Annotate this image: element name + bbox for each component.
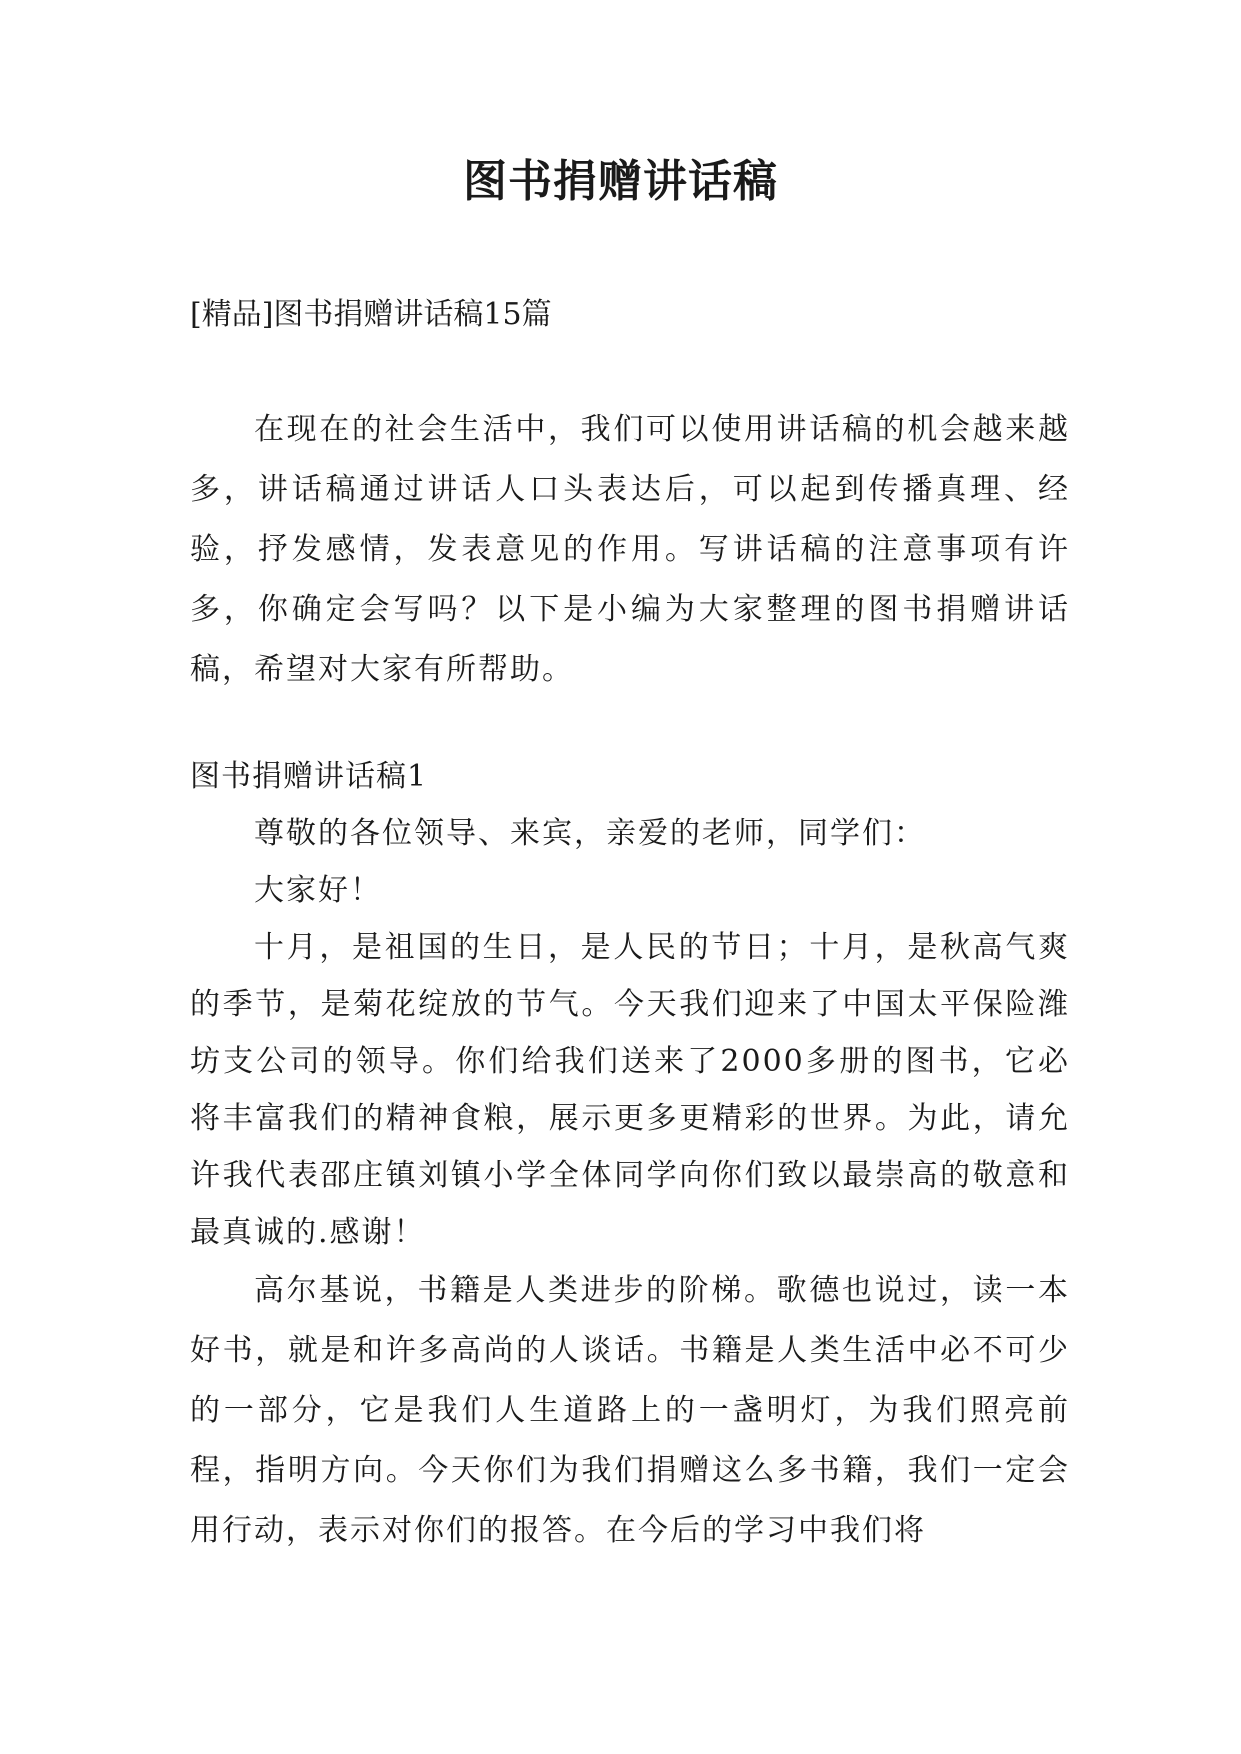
section-heading: 图书捐赠讲话稿1 xyxy=(190,759,428,794)
document-title: 图书捐赠讲话稿 xyxy=(463,156,778,207)
greeting-paragraph: 尊敬的各位领导、来宾，亲爱的老师，同学们： xyxy=(254,816,926,851)
document-subtitle: [精品]图书捐赠讲话稿15篇 xyxy=(190,297,552,332)
body-paragraph: 高尔基说，书籍是人类进步的阶梯。歌德也说过，读一本好书，就是和许多高尚的人谈话。书籍是人类生活中必不可少的一部分，它是我们人生道路上的一盏明灯，为我们照亮前程，指明方向。今天你们为我们捐赠这么多书籍，我们一定会用行动，表示对你们的报答。在今后的学习中我们将 xyxy=(190,1273,1070,1548)
salutation-paragraph: 大家好！ xyxy=(254,873,382,908)
document-body xyxy=(190,400,1070,1561)
intro-paragraph: 在现在的社会生活中，我们可以使用讲话稿的机会越来越多，讲话稿通过讲话人口头表达后，可以起到传播真理、经验，抒发感情，发表意见的作用。写讲话稿的注意事项有许多，你确定会写吗？以下是小编为大家整理的图书捐赠讲话稿，希望对大家有所帮助。 xyxy=(190,412,1070,687)
body-paragraph: 十月，是祖国的生日，是人民的节日；十月，是秋高气爽的季节，是菊花绽放的节气。今天我们迎来了中国太平保险潍坊支公司的领导。你们给我们送来了2000多册的图书，它必将丰富我们的精神食粮，展示更多更精彩的世界。为此，请允许我代表邵庄镇刘镇小学全体同学向你们致以最崇高的敬意和最真诚的.感谢！ xyxy=(190,930,1070,1250)
